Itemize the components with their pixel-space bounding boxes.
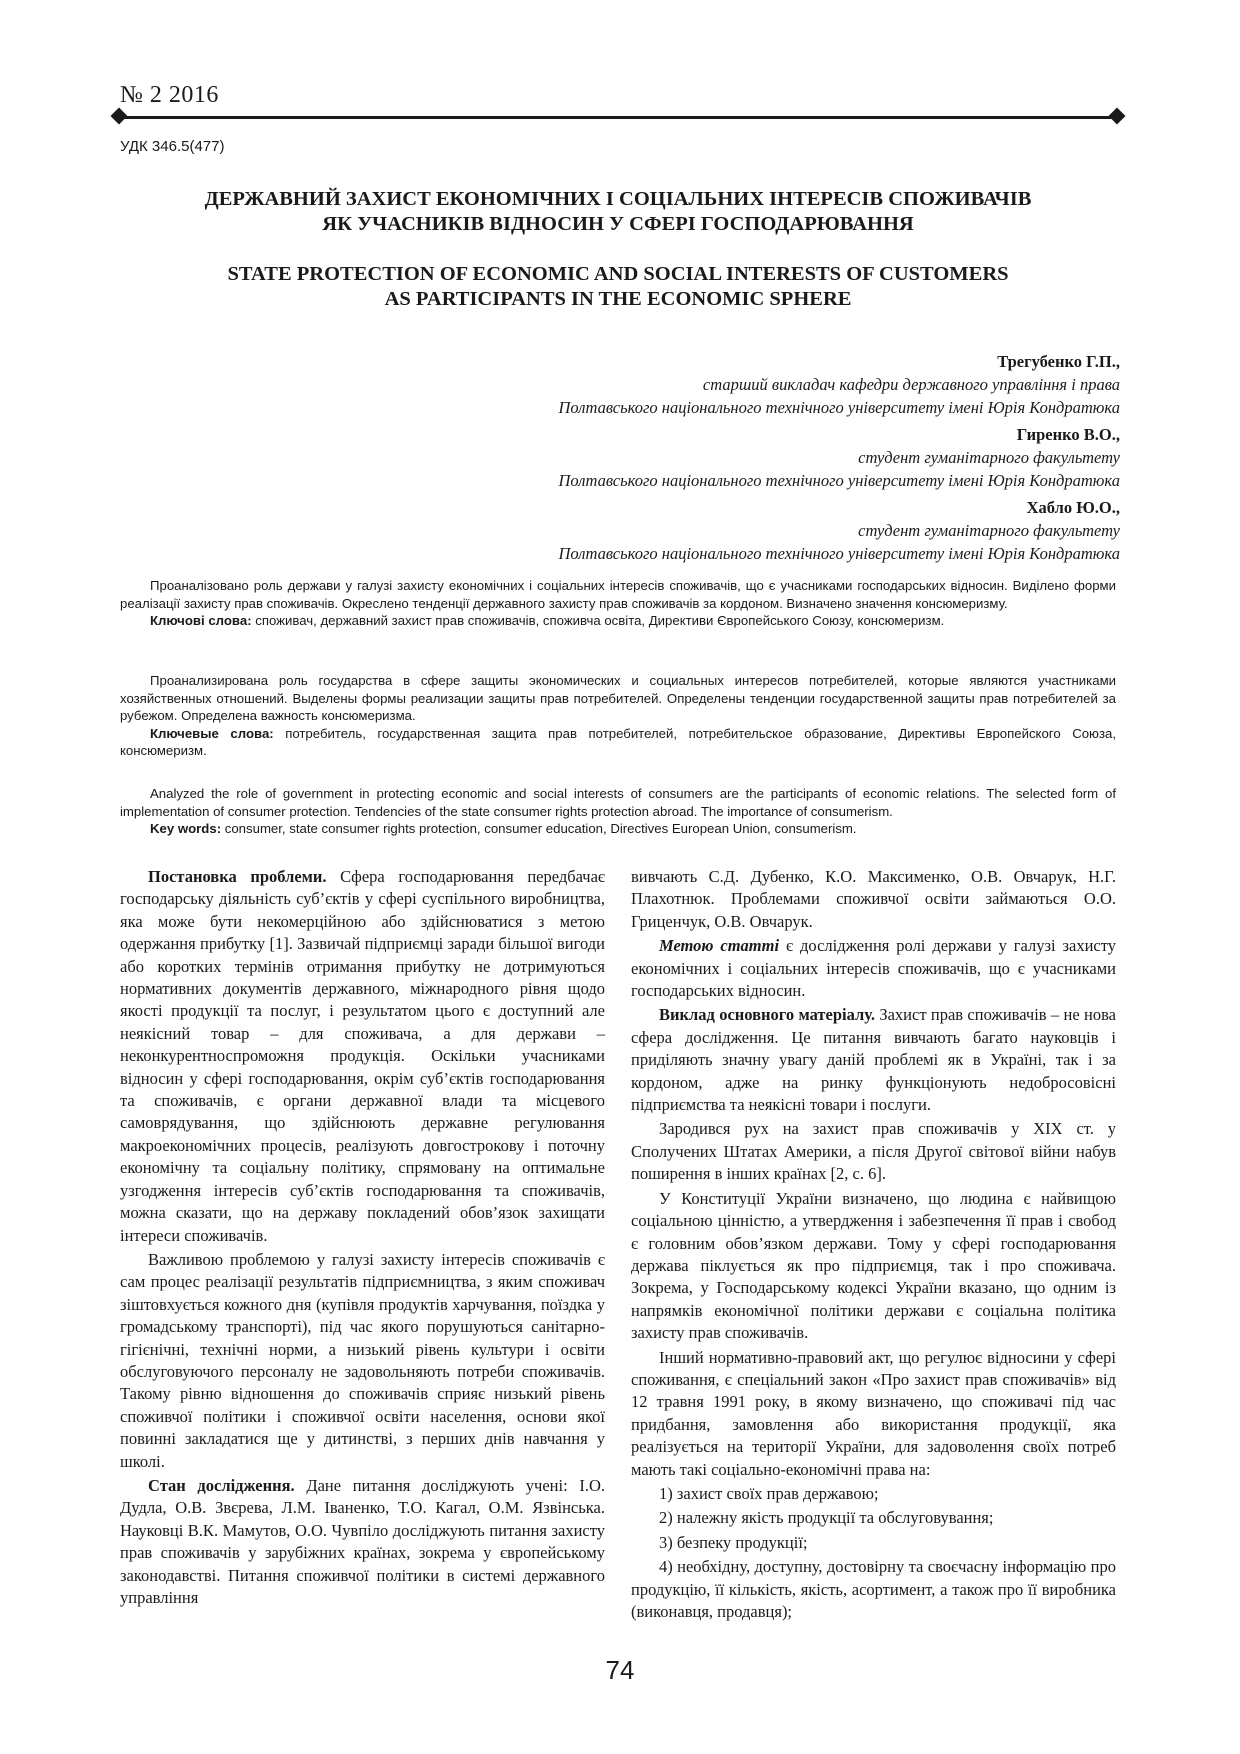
keywords-ru-list: потребитель, государственная защита прав потребителей, потребительское образование, Директивы Европейского Союза, консюмеризм.: [120, 725, 1116, 758]
author-name: Гиренко В.О.,: [1016, 425, 1120, 444]
paragraph-text: є дослідження ролі держави у галузі захисту економічних і соціальних інтересів споживачів, що є учасниками господарських відносин.: [631, 936, 1117, 1001]
section-lead: Стан дослідження.: [148, 1475, 295, 1495]
author-institution: Полтавського національного технічного університету імені Юрія Кондратюка: [558, 471, 1120, 490]
paragraph: Зародився рух на захист прав споживачів у XIX ст. у Сполучених Штатах Америки, а після Другої світової війни набув поширення в інших країнах [2, с. 6].: [631, 1119, 1116, 1184]
paragraph-text: Дане питання досліджують учені: І.О. Дудла, О.В. Звєрева, Л.М. Іваненко, Т.О. Кагал, О.М. Язвінська. Науковці В.К. Мамутов, О.О. Чувпіло досліджують питання захисту прав споживачів у зарубіжних країнах, зокрема у європейському законодавстві. Питання споживчої політики в системі державного управління: [120, 1475, 605, 1607]
udk-code: УДК 346.5(477): [120, 138, 225, 155]
abstract-ua-text: Проаналізовано роль держави у галузі захисту економічних і соціальних інтересів споживачів, що є учасниками господарських відносин. Виділено форми реалізації захисту прав споживачів. Окреслено тенденції державного захисту прав споживачів за кордоном. Визначено значення консюмеризму.: [120, 578, 1116, 611]
paragraph: [631, 935, 1116, 1002]
author-3: [400, 496, 1120, 565]
keywords-en-list: consumer, state consumer rights protection, consumer education, Directives European Union, consumerism.: [221, 821, 857, 836]
author-2: [400, 423, 1120, 492]
title-ukrainian: [120, 187, 1116, 237]
title-ua-line1: ДЕРЖАВНИЙ ЗАХИСТ ЕКОНОМІЧНИХ І СОЦІАЛЬНИХ ІНТЕРЕСІВ СПОЖИВАЧІВ: [204, 188, 1032, 210]
keywords-ru: [120, 725, 1116, 760]
title-ua-line2: ЯК УЧАСНИКІВ ВІДНОСИН У СФЕРІ ГОСПОДАРЮВАННЯ: [322, 213, 914, 235]
author-name: Хабло Ю.О.,: [1026, 498, 1120, 517]
author-1: [400, 350, 1120, 419]
title-en-line1: STATE PROTECTION OF ECONOMIC AND SOCIAL INTERESTS OF CUSTOMERS: [227, 263, 1009, 285]
keywords-ua-list: споживач, державний захист прав споживачів, споживча освіта, Директиви Європейського Союзу, консюмеризм.: [251, 613, 945, 628]
keywords-en: [120, 820, 1116, 838]
title-en-line2: AS PARTICIPANTS IN THE ECONOMIC SPHERE: [384, 288, 852, 310]
paragraph-continued: вивчають С.Д. Дубенко, К.О. Максименко, О.В. Овчарук, Н.Г. Плахотнюк. Проблемами споживчої освіти займаються О.О. Гриценчук, О.В. Овчарук.: [631, 867, 1116, 931]
section-lead: Виклад основного матеріалу.: [659, 1005, 875, 1025]
paragraph: Важливою проблемою у галузі захисту інтересів споживачів є сам процес реалізації результатів підприємництва, з яким споживач зіштовхується кожного дня (купівля продуктів харчування, поїздка у громадському транспорті), під час якого порушуються санітарно-гігієнічні, технічні норми, а низький рівень культури і освіти обслуговуючого персоналу не задовольняють потреби споживачів. Такому рівню відношення до споживачів сприяє низький рівень споживчої політики і споживчої освіти населення, основи якої повинні закладатися ще у дитинстві, з перших днів навчання у школі.: [120, 1249, 605, 1471]
author-position: студент гуманітарного факультету: [858, 448, 1120, 467]
keywords-ua: [120, 612, 1116, 630]
section-lead: Постановка проблеми.: [148, 867, 327, 886]
author-institution: Полтавського національного технічного університету імені Юрія Кондратюка: [558, 398, 1120, 417]
list-item: 1) захист своїх прав державою;: [659, 1483, 879, 1503]
rule-right-ornament: [1109, 108, 1126, 125]
column-left: [120, 866, 605, 1625]
author-position: старший викладач кафедри державного управління і права: [702, 375, 1120, 394]
issue-number: № 2 2016: [120, 82, 219, 108]
section-lead: Метою статті: [659, 936, 780, 956]
list-item: 2) належну якість продукції та обслуговування;: [659, 1508, 994, 1528]
paragraph: [631, 1004, 1116, 1116]
title-english: [120, 262, 1116, 312]
paragraph: Інший нормативно-правовий акт, що регулює відносини у сфері споживання, є спеціальний закон «Про захист прав споживачів» від 12 травня 1991 року, в якому визначено, що споживачі під час придбання, замовлення або використання продукції, яка реалізується на території України, для задоволення своїх потреб мають такі соціально-економічні права на:: [631, 1347, 1116, 1479]
author-position: студент гуманітарного факультету: [858, 521, 1120, 540]
abstract-en-text: Analyzed the role of government in protecting economic and social interests of consumers are the participants of economic relations. The selected form of implementation of consumer protection. Tendencies of the state consumer rights protection abroad. The importance of consumerism.: [120, 786, 1116, 819]
article-body: [120, 866, 1116, 1625]
header-rule: [120, 116, 1116, 119]
paragraph: У Конституції України визначено, що людина є найвищою соціальною цінністю, а утвердження і забезпечення її прав і свобод є головним обов’язком держави. Тому у сфері господарювання держава піклується як про підприємця, так і про споживача. Зокрема, у Господарському кодексі України вказано, що одним із напрямків економічної політики держави є соціальна політика захисту прав споживачів.: [631, 1188, 1116, 1343]
abstract-english: [120, 785, 1116, 838]
column-right: [631, 866, 1116, 1625]
keywords-ru-label: Ключевые слова:: [150, 725, 274, 741]
abstract-russian: [120, 672, 1116, 760]
list-item: 4) необхідну, доступну, достовірну та своєчасну інформацію про продукцію, її кількість, якість, асортимент, а також про її виробника (виконавця, продавця);: [631, 1557, 1116, 1621]
keywords-en-label: Key words:: [150, 821, 222, 836]
abstract-ru-text: Проанализирована роль государства в сфере защиты экономических и социальных интересов потребителей, которые являются участниками хозяйственных отношений. Выделены формы реализации защиты прав потребителей. Определены тенденции государственной защиты прав потребителей за рубежом. Определена важность консюмеризма.: [120, 673, 1116, 723]
page-number: 74: [605, 1655, 635, 1685]
paragraph-text: Сфера господарювання передбачає господарську діяльність суб’єктів у сфері суспільного виробництва, яка може бути некомерційною або здійснюватися з метою одержання прибутку [1]. Зазвичай підприємці заради більшої вигоди або коротких термінів отримання прибутку не дотримуються нормативних документів державного, міжнародного рівня щодо якості продукції та послуг, і результатом цього є доступний але неякісний товар – для споживача, а для держави – неконкурентноспроможня продукція. Оскільки учасниками відносин у сфері господарювання, окрім суб’єктів господарювання та споживачів, є органи державної влади та місцевого самоврядування, що здійснюють державне регулювання макроекономічних процесів, реалізують довгострокову і поточну економічну та соціальну політику, спрямовану на оптимальне узгодження інтересів суб’єктів господарювання та споживачів, можна сказати, що на державу покладений обов’язок захищати інтереси споживачів.: [120, 867, 606, 1245]
paragraph: [120, 866, 605, 1247]
authors-block: [400, 350, 1120, 569]
paragraph: [120, 1475, 605, 1609]
paragraph-text: Захист прав споживачів – не нова сфера дослідження. Це питання вивчають багато науковців і приділяють значну увагу даній проблемі як в Україні, так і за кордоном, адже на ринку функціонують недобросовісні підприємства та неякісні товари і послуги.: [631, 1005, 1116, 1115]
author-institution: Полтавського національного технічного університету імені Юрія Кондратюка: [558, 544, 1120, 563]
list-item: 3) безпеку продукції;: [659, 1532, 808, 1552]
keywords-ua-label: Ключові слова:: [150, 613, 252, 628]
author-name: Трегубенко Г.П.,: [997, 352, 1120, 371]
abstract-ukrainian: [120, 577, 1116, 630]
